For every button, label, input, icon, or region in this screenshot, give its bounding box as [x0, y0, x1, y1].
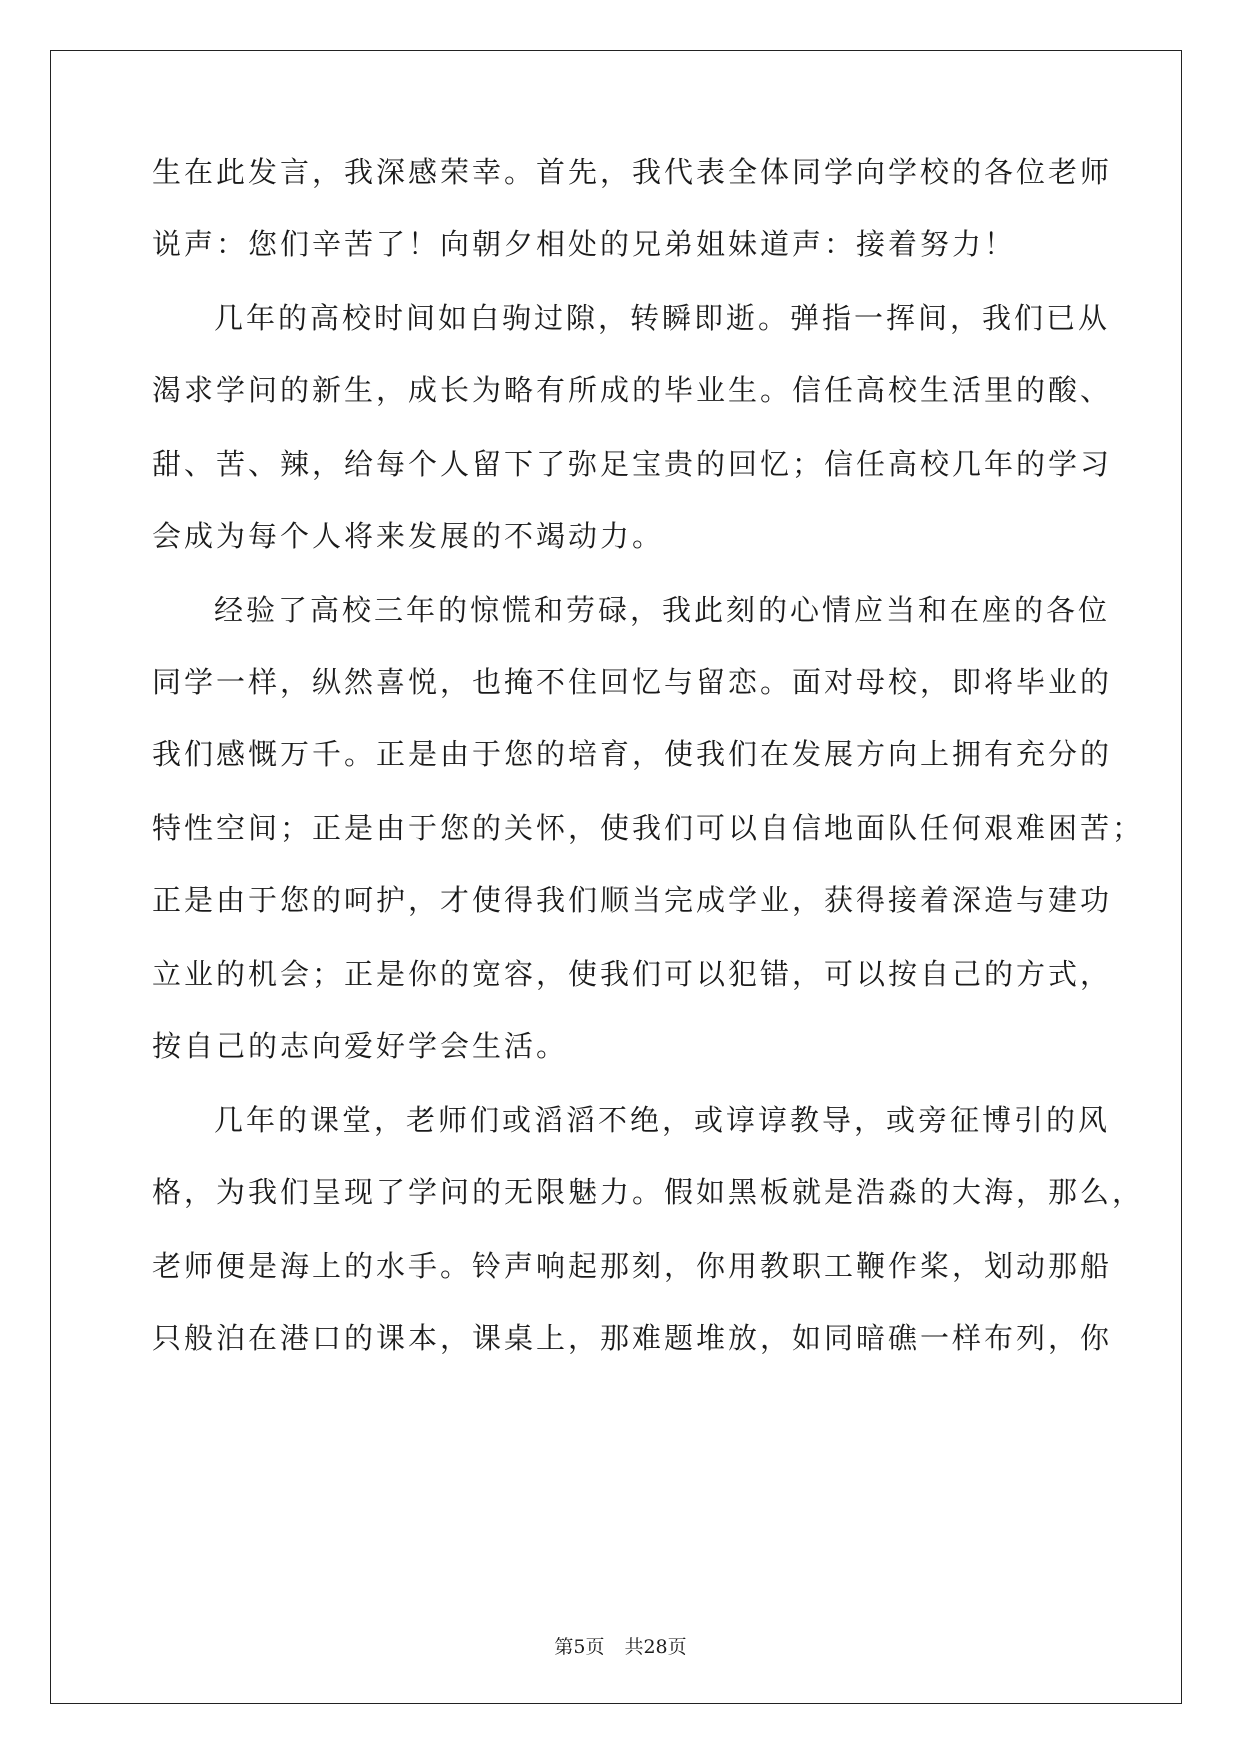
text-line: 渴求学问的新生，成长为略有所成的毕业生。信任高校生活里的酸、	[152, 373, 1113, 407]
text-line: 立业的机会；正是你的宽容，使我们可以犯错，可以按自己的方式，	[152, 957, 1113, 991]
paragraph-start-line: 经验了高校三年的惊慌和劳碌，我此刻的心情应当和在座的各位	[214, 593, 1111, 627]
text-line: 同学一样，纵然喜悦，也掩不住回忆与留恋。面对母校，即将毕业的	[152, 665, 1113, 699]
text-line: 只般泊在港口的课本，课桌上，那难题堆放，如同暗礁一样布列，你	[152, 1321, 1113, 1355]
text-line: 格，为我们呈现了学问的无限魅力。假如黑板就是浩淼的大海，那么，	[152, 1175, 1145, 1209]
text-line: 特性空间；正是由于您的关怀，使我们可以自信地面队任何艰难困苦；	[152, 811, 1145, 845]
text-line: 老师便是海上的水手。铃声响起那刻，你用教职工鞭作桨，划动那船	[152, 1249, 1113, 1283]
text-line: 会成为每个人将来发展的不竭动力。	[152, 519, 665, 553]
text-line: 说声：您们辛苦了！向朝夕相处的兄弟姐妹道声：接着努力！	[152, 227, 1017, 261]
paragraph-start-line: 几年的高校时间如白驹过隙，转瞬即逝。弹指一挥间，我们已从	[214, 301, 1111, 335]
paragraph-start-line: 几年的课堂，老师们或滔滔不绝，或谆谆教导，或旁征博引的风	[214, 1103, 1111, 1137]
text-line: 生在此发言，我深感荣幸。首先，我代表全体同学向学校的各位老师	[152, 155, 1113, 189]
text-line: 甜、苦、辣，给每个人留下了弥足宝贵的回忆；信任高校几年的学习	[152, 447, 1113, 481]
text-line: 我们感慨万千。正是由于您的培育，使我们在发展方向上拥有充分的	[152, 737, 1113, 771]
page-number: 第5页	[554, 1636, 605, 1658]
text-line: 按自己的志向爱好学会生活。	[152, 1029, 569, 1063]
page-footer	[0, 1635, 1241, 1659]
page-total: 共28页	[624, 1636, 687, 1658]
text-line: 正是由于您的呵护，才使得我们顺当完成学业，获得接着深造与建功	[152, 883, 1113, 917]
